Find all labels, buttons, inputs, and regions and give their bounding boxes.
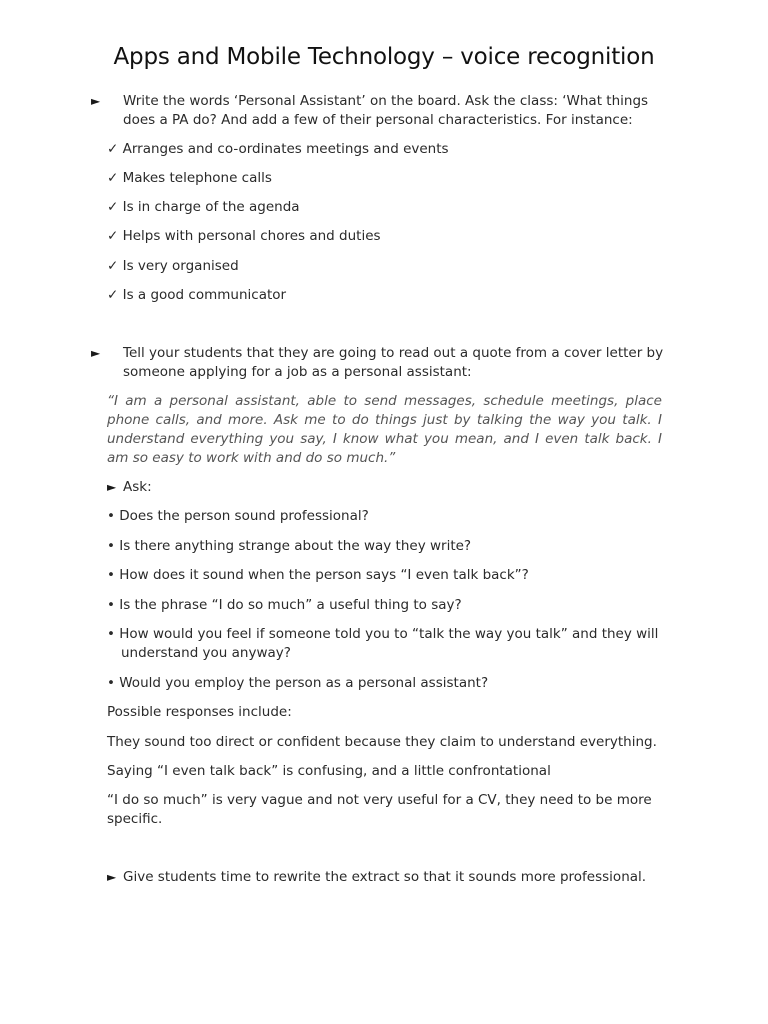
question-item: • Is there anything strange about the way they write?	[107, 538, 472, 554]
arrow-icon: ►	[91, 94, 101, 108]
question-item: • Does the person sound professional?	[107, 508, 369, 524]
ask-label: Ask:	[123, 479, 152, 495]
arrow-icon: ►	[107, 870, 117, 884]
checklist-item: ✓ Is in charge of the agenda	[107, 199, 300, 215]
checklist-item: ✓ Helps with personal chores and duties	[107, 228, 381, 244]
intro-text: Write the words ‘Personal Assistant’ on the board. Ask the class: ‘What things does a PA do? And add a few of their personal characteristics. For instance:	[123, 93, 649, 128]
ask-instruction	[107, 478, 152, 497]
quote-instruction-text: Tell your students that they are going to read out a quote from a cover letter by someone applying for a job as a personal assistant:	[123, 345, 664, 380]
checklist-item: ✓ Is a good communicator	[107, 287, 287, 303]
final-instruction	[107, 868, 646, 887]
quote-instruction	[91, 344, 675, 382]
arrow-icon: ►	[91, 346, 101, 360]
response-item: Saying “I even talk back” is confusing, and a little confrontational	[107, 763, 551, 779]
final-instruction-text: Give students time to rewrite the extract so that it sounds more professional.	[123, 869, 647, 885]
question-item: • How would you feel if someone told you to “talk the way you talk” and they will understand you anyway?	[107, 626, 659, 661]
responses-label: Possible responses include:	[107, 704, 292, 720]
question-item: • How does it sound when the person says “I even talk back”?	[107, 567, 529, 583]
page-title: Apps and Mobile Technology – voice recognition	[113, 44, 655, 70]
checklist-item: ✓ Is very organised	[107, 258, 239, 274]
arrow-icon: ►	[107, 480, 117, 494]
question-item: • Is the phrase “I do so much” a useful thing to say?	[107, 597, 462, 613]
checklist-item: ✓ Arranges and co-ordinates meetings and events	[107, 141, 449, 157]
cover-letter-quote: “I am a personal assistant, able to send messages, schedule meetings, place phone calls, and more. Ask me to do things just by talking the way you talk. I understand everything you say, I know what you mean, and I even talk back. I am so easy to work with and do so much.”	[107, 393, 662, 466]
response-item: They sound too direct or confident because they claim to understand everything.	[107, 734, 657, 750]
question-item: • Would you employ the person as a personal assistant?	[107, 675, 489, 691]
checklist-item: ✓ Makes telephone calls	[107, 170, 272, 186]
intro-instruction	[91, 92, 663, 130]
response-item: “I do so much” is very vague and not very useful for a CV, they need to be more specific.	[107, 792, 652, 827]
